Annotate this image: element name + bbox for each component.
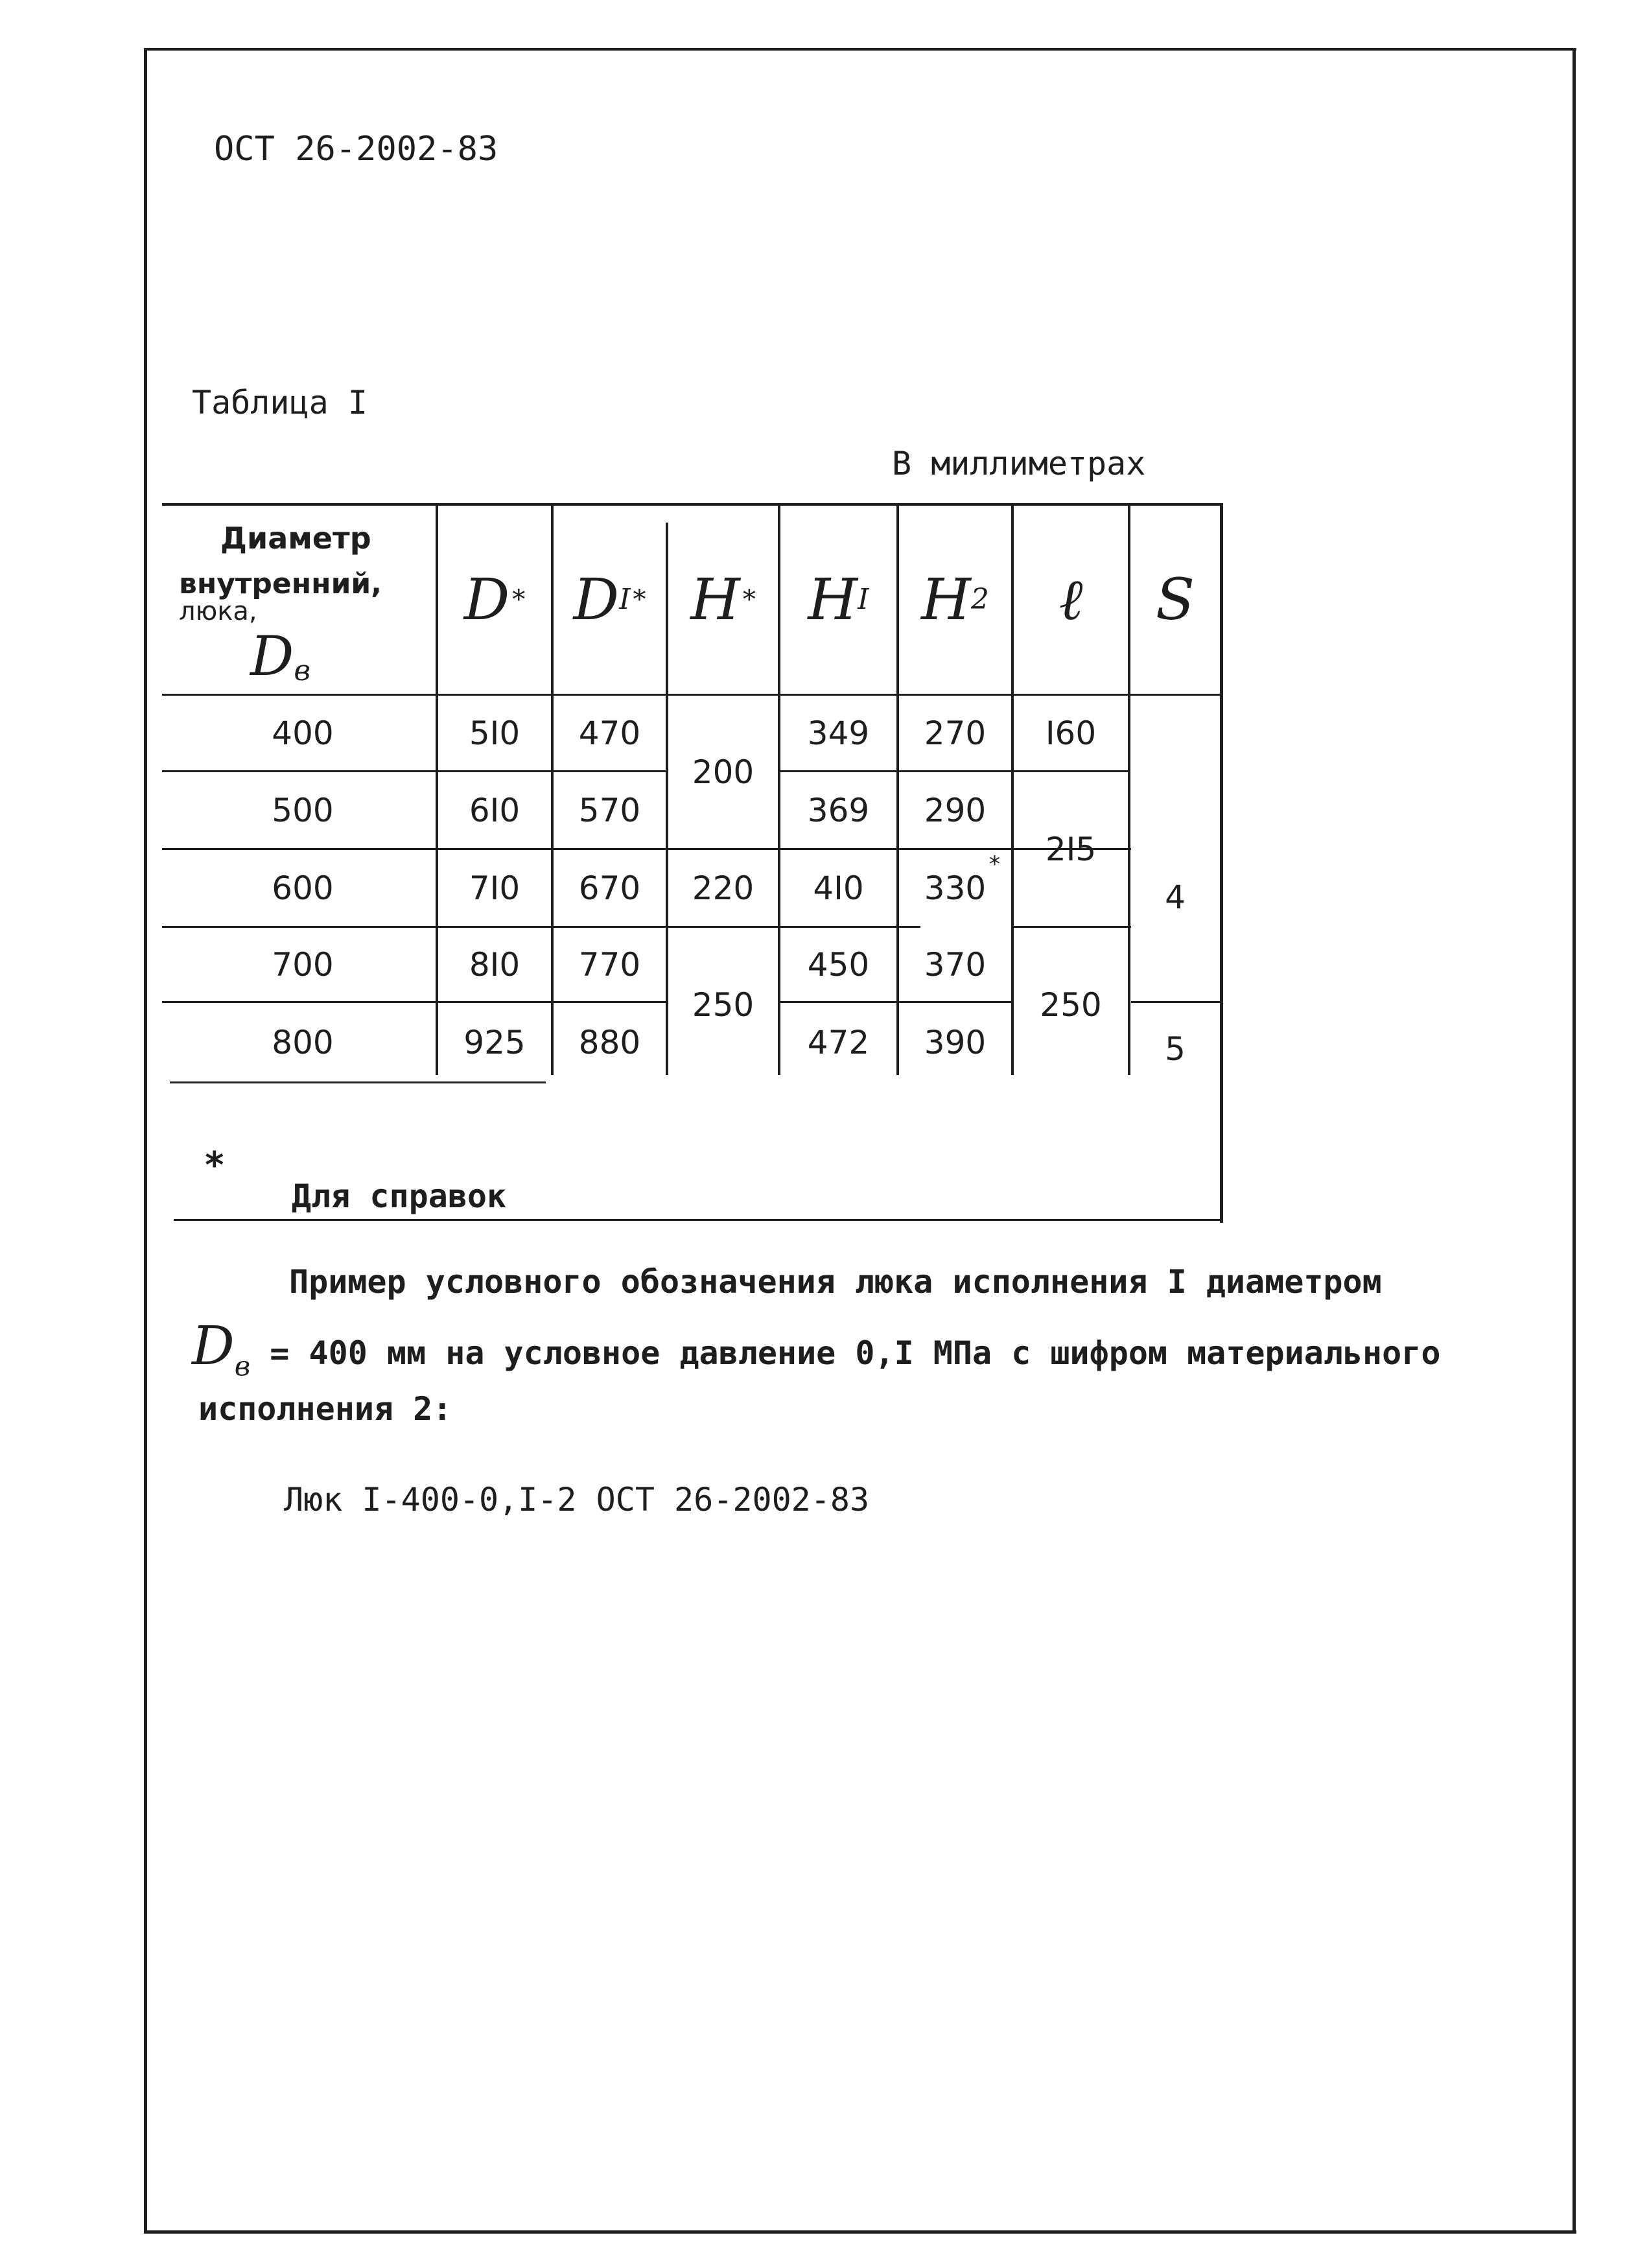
cell-H2-600: 330: [924, 869, 987, 907]
standard-code: ОСТ 26-2002-83: [214, 130, 498, 169]
cell-H1-600: 4I0: [813, 869, 864, 907]
cell-D-700: 8I0: [469, 945, 520, 984]
cell-H1-700: 450: [807, 945, 870, 984]
header-diameter-line3: люка,: [179, 597, 257, 626]
header-diameter-line1: Диаметр: [220, 521, 371, 556]
page-frame-top: [144, 48, 1576, 51]
header-H2: H 2: [921, 566, 989, 633]
header-H: H *: [690, 566, 756, 633]
cell-D-800: 925: [463, 1023, 526, 1061]
example-intro: Пример условного обозначения люка исполнения I диаметром: [289, 1263, 1382, 1301]
cell-dv-400: 400: [272, 714, 334, 752]
cell-H2-500: 290: [924, 791, 987, 829]
cell-l-250: 250: [1040, 986, 1102, 1024]
table-title: Таблица I: [192, 384, 368, 421]
cell-l-160: I60: [1045, 714, 1097, 752]
footnote-text: Для справок: [292, 1177, 507, 1215]
units-label: В миллиметрах: [892, 445, 1146, 482]
cell-H2-600-mark: *: [989, 851, 1000, 877]
cell-dv-600: 600: [272, 869, 334, 907]
page-frame-left: [144, 48, 147, 2233]
cell-H-200: 200: [692, 753, 754, 791]
header-H1: H I: [808, 566, 869, 633]
cell-D-500: 6I0: [469, 791, 520, 829]
page-frame-bottom: [144, 2230, 1576, 2234]
cell-S-5: 5: [1165, 1030, 1186, 1068]
designation: Люк I-400-0,I-2 ОСТ 26-2002-83: [284, 1481, 870, 1518]
cell-D1-600: 670: [578, 869, 641, 907]
example-line2: [192, 1316, 1441, 1382]
cell-D-600: 7I0: [469, 869, 520, 907]
cell-H1-500: 369: [807, 791, 870, 829]
example-line3: исполнения 2:: [198, 1390, 452, 1428]
example-line2-text: = 400 мм на условное давление 0,I МПа с шифром материального: [250, 1334, 1441, 1372]
cell-H1-800: 472: [807, 1023, 870, 1061]
cell-S-4: 4: [1165, 878, 1186, 916]
footnote-rule: [174, 1219, 1223, 1221]
cell-H2-700: 370: [924, 945, 987, 984]
header-D1: D I *: [573, 566, 646, 633]
cell-H-250: 250: [692, 986, 754, 1024]
header-diameter-line2: внутренний,: [179, 567, 382, 600]
cell-H-220: 220: [692, 869, 754, 907]
cell-D1-700: 770: [578, 945, 641, 984]
page-frame-right: [1572, 48, 1576, 2233]
cell-l-215: 2I5: [1045, 830, 1097, 868]
footnote-mark: *: [204, 1144, 226, 1187]
cell-dv-500: 500: [272, 791, 334, 829]
table-col-rule-8: [1220, 503, 1223, 1223]
table-rule-bottom: [170, 1081, 546, 1083]
cell-dv-800: 800: [272, 1023, 334, 1061]
cell-D1-500: 570: [578, 791, 641, 829]
cell-dv-700: 700: [272, 945, 334, 984]
example-symbol: $D_в$: [192, 1316, 251, 1382]
cell-H1-400: 349: [807, 714, 870, 752]
header-S: S: [1155, 566, 1195, 633]
cell-D-400: 5I0: [469, 714, 520, 752]
cell-D1-400: 470: [578, 714, 641, 752]
cell-D1-800: 880: [578, 1023, 641, 1061]
header-l: ℓ: [1058, 566, 1083, 633]
header-diameter-symbol: $D_в$: [250, 624, 310, 688]
header-D: D *: [463, 566, 526, 633]
cell-H2-800: 390: [924, 1023, 987, 1061]
cell-H2-400: 270: [924, 714, 987, 752]
